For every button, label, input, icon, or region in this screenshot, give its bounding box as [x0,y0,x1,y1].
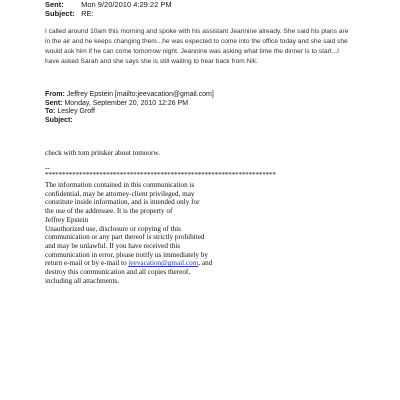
disclaimer-line: including all attachments. [45,276,120,285]
original-sent-value: Monday, September 20, 2010 12:26 PM [64,99,189,107]
disclaimer-line: confidential, may be attorney-client privileged, may [45,189,195,198]
disclaimer-line: The information contained in this communication is [45,181,195,189]
reply-sent-label: Sent: [45,0,64,9]
disclaimer-line: Jeffrey Epstein [45,215,89,224]
disclaimer-line: constitute inside information, and is intended only for [45,198,200,207]
disclaimer-line: destroy this communication and all copies thereof, [45,268,191,277]
reply-body-line: have asked Sarah and she says she is still waiting to hear back from Nili. [45,58,258,65]
reply-body-line: I called around 10am this morning and spoke with his assistant Jeannine already. She said his plans are [45,28,349,35]
reply-sent-value: Mon 9/20/2010 4:29:22 PM [81,0,172,9]
disclaimer-line: communication or any part thereof is strictly prohibited [45,233,205,242]
reply-subject-row [45,9,94,18]
disclaimer [45,181,212,285]
original-to-row [45,108,214,117]
disclaimer-link-line [45,259,212,268]
disclaimer-link-before: return e-mail or by e-mail to [45,259,129,268]
disclaimer-line: and may be unlawful. If you have received this [45,241,181,250]
reply-subject-label: Subject: [45,9,75,18]
original-subject-label: Subject: [45,116,73,124]
star-separator: ******************************************************************** [45,171,276,179]
reply-body [45,27,365,67]
original-from-label: From: [45,91,65,98]
disclaimer-line: Unauthorized use, disclosure or copying of this [45,224,181,233]
original-sent-label: Sent: [45,99,63,107]
original-to-label: To: [45,108,56,116]
original-sent-row [45,100,214,109]
disclaimer-line: the use of the addressee. It is the property of [45,207,173,216]
email-link[interactable]: jeevacation@gmail.com [128,259,199,268]
original-header [45,91,214,125]
original-subject-row [45,117,214,126]
original-to-value: Lesley Groff [57,108,95,116]
signature-dashes: -- [45,164,50,172]
original-from-row [45,91,214,100]
message-text: check with tom pritsker about tomoorw. [45,149,160,157]
original-from-value: Jeffrey Epstein [mailto:jeevacation@gmail.com] [66,91,214,98]
disclaimer-line: communication in error, please notify us immediately by [45,250,208,259]
reply-subject-value: RE: [81,9,94,18]
reply-body-line: in the air and he keeps changing them...he was expected to come into the office today and she said she [45,38,348,45]
reply-sent-row [45,0,172,9]
reply-body-line: would ask him if he can come tomorrow night. Jeannine was asking what time the dinner is to start...I [45,48,339,55]
disclaimer-link-after: , and [198,259,213,268]
